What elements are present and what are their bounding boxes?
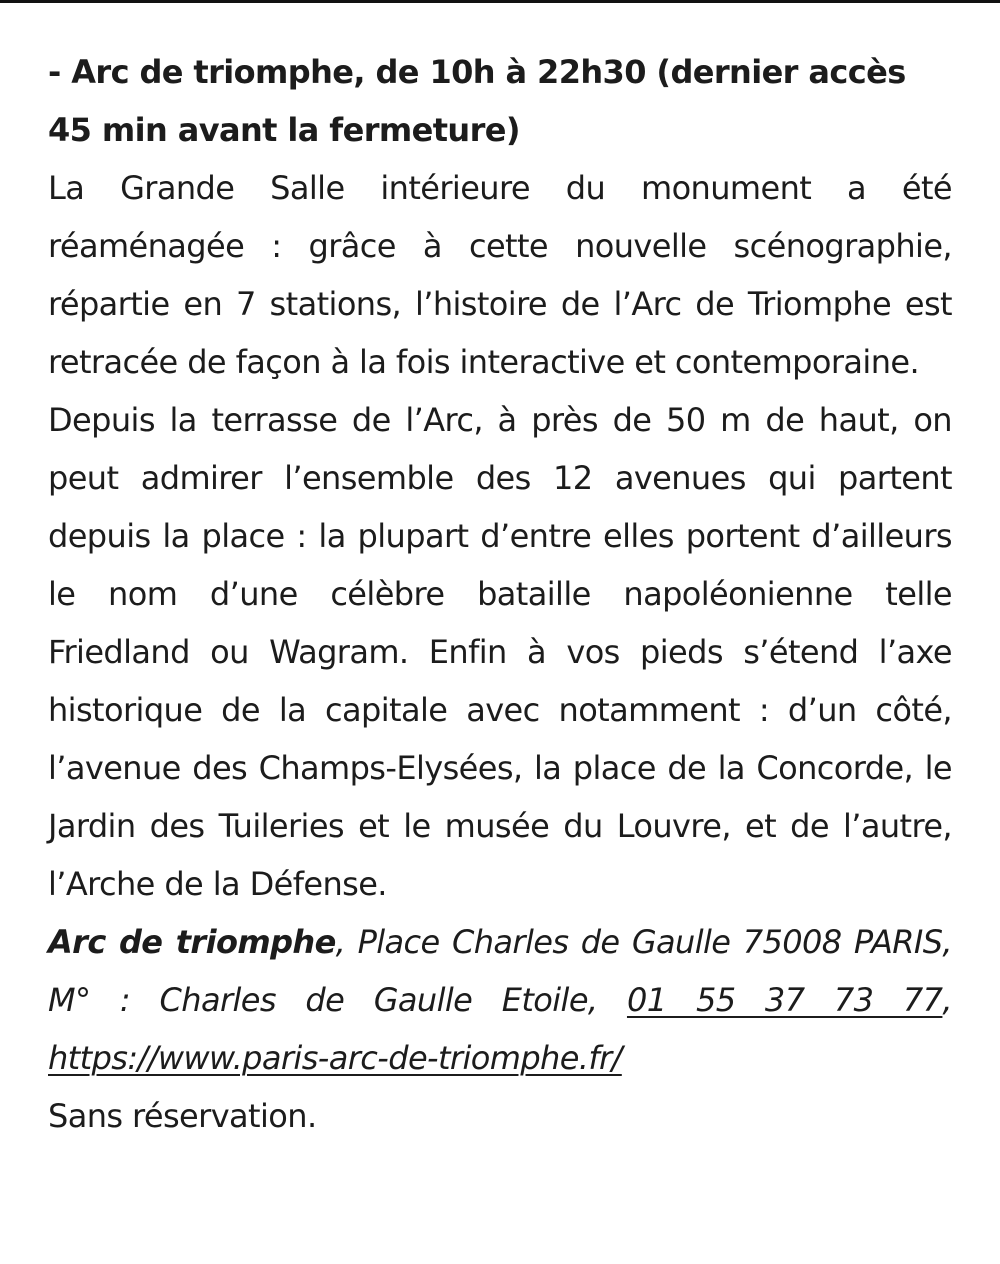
heading-line-1: - Arc de triomphe, de 10h à 22h30 (dernier accès — [48, 53, 906, 91]
terrace-paragraph: Depuis la terrasse de l’Arc, à près de 50 m de haut, on peut admirer l’ensemble des 12 avenues qui partent depuis la place : la plupart d’entre elles portent d’ailleurs le nom d’une célèbre bataille napoléonienne telle Friedland ou Wagram. Enfin à vos pieds s’étend l’axe historique de la capitale avec notamment : d’un côté, l’avenue des Champs-Elysées, la place de la Concorde, le Jardin des Tuileries et le musée du Louvre, et de l’autre, l’Arche de la Défense. — [48, 401, 952, 903]
description-paragraph: La Grande Salle intérieure du monument a été réaménagée : grâce à cette nouvelle scénographie, répartie en 7 stations, l’histoire de l’Arc de Triomphe est retracée de façon à la fois interactive et contemporaine. — [48, 169, 952, 381]
address-text: , Place Charles de Gaulle 75008 PARIS, M° : Charles de Gaulle Etoile, — [48, 923, 952, 1019]
phone-link[interactable]: 01 55 37 73 77 — [626, 981, 943, 1019]
section-heading — [48, 43, 952, 159]
address-block — [48, 913, 952, 1087]
article-body — [48, 43, 952, 1145]
venue-name: Arc de triomphe — [48, 923, 336, 961]
address-comma: , — [942, 981, 952, 1019]
reservation-note: Sans réservation. — [48, 1097, 317, 1135]
website-link[interactable]: https://www.paris-arc-de-triomphe.fr/ — [48, 1039, 622, 1077]
heading-line-2: 45 min avant la fermeture) — [48, 111, 520, 149]
top-divider — [0, 0, 1000, 3]
